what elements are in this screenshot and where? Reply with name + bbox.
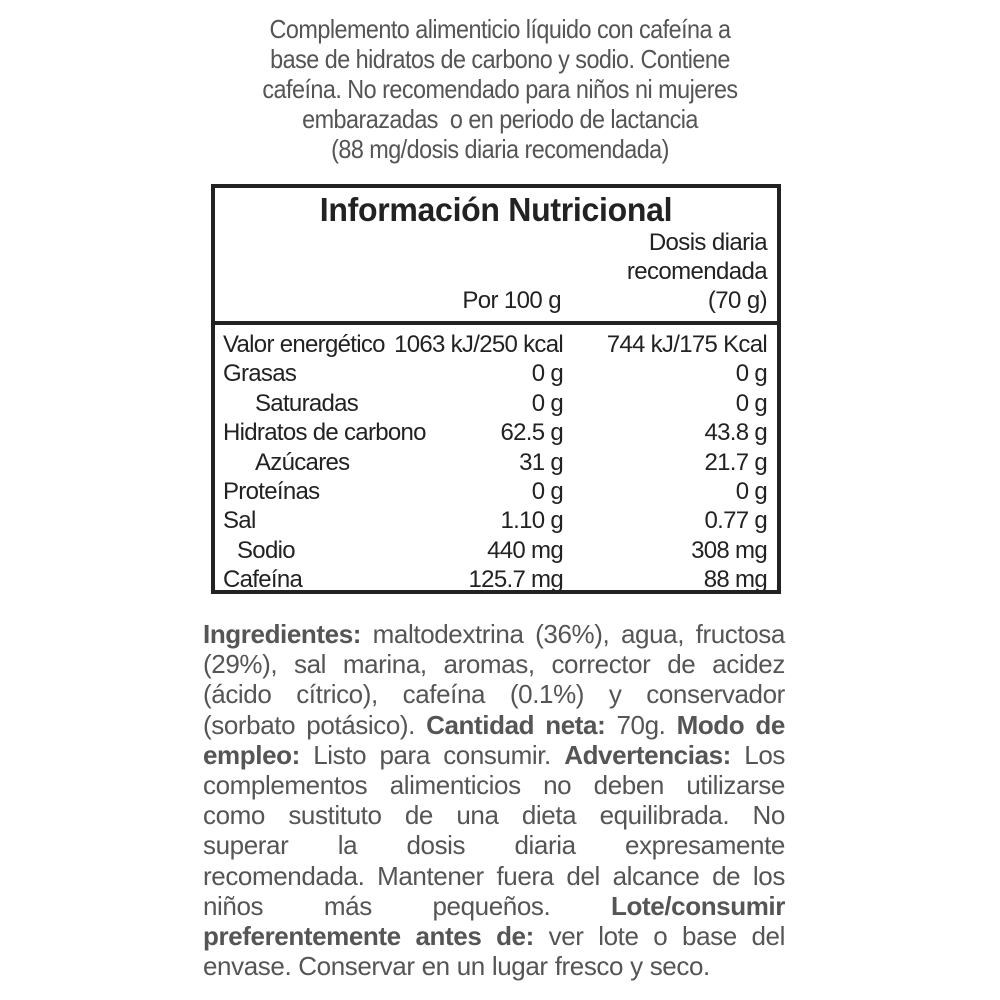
- ingredients-word: dosis: [406, 830, 466, 861]
- ingredients-word: una: [456, 800, 499, 831]
- value-daily-dose: 0.77 g: [704, 507, 767, 535]
- ingredients-word: cítrico),: [296, 679, 378, 710]
- ingredients-word: los: [752, 860, 785, 891]
- value-daily-dose: 43.8 g: [704, 419, 767, 447]
- ingredients-line: [203, 679, 785, 709]
- value-per-100g: 125.7 mg: [468, 566, 563, 594]
- ingredients-line: [203, 951, 785, 981]
- ingredients-word: Mantener: [377, 860, 484, 891]
- product-description: [221, 14, 779, 164]
- ingredients-word: diaria: [514, 830, 576, 861]
- ingredients-bold-word: Ingredientes:: [203, 619, 362, 649]
- value-per-100g: 0 g: [531, 477, 563, 505]
- ingredients-word: lote: [598, 920, 639, 951]
- ingredients-word: corrector: [551, 649, 651, 680]
- ingredients-word: sustituto: [288, 800, 382, 831]
- ingredients-line: [203, 619, 785, 649]
- value-daily-dose: 0 g: [735, 477, 767, 505]
- ingredients-word: niños: [203, 890, 264, 921]
- nutrient-name: Proteínas: [223, 477, 320, 505]
- ingredients-word: del: [751, 920, 785, 951]
- ingredients-word: agua,: [620, 619, 685, 649]
- ingredients-line: [203, 891, 785, 921]
- value-daily-dose: 744 kJ/175 Kcal: [606, 331, 767, 358]
- table-row-caffeine: [223, 565, 767, 594]
- ingredients-bold-word: preferentemente: [203, 920, 401, 951]
- ingredients-word: no: [543, 769, 572, 800]
- column-header-daily-dose-line: Dosis diaria: [648, 229, 767, 256]
- table-row-fats: [223, 359, 767, 388]
- ingredients-word: (ácido: [203, 679, 272, 710]
- ingredients-word: potásico).: [306, 709, 416, 740]
- ingredients-word: de: [404, 800, 433, 831]
- ingredients-word: y: [608, 679, 622, 710]
- nutrient-name: Saturadas: [255, 389, 359, 417]
- nutrient-name: Sodio: [237, 536, 295, 564]
- ingredients-line: [203, 770, 785, 800]
- ingredients-bold-word: empleo:: [203, 739, 300, 770]
- ingredients-line: [203, 800, 785, 830]
- ingredients-line: [203, 710, 785, 740]
- ingredients-word: acidez: [712, 649, 785, 680]
- header-divider: [215, 321, 777, 325]
- ingredients-word: deben: [593, 769, 664, 800]
- ingredients-word: pequeños.: [432, 890, 551, 921]
- ingredients-word: seco.: [649, 951, 710, 982]
- nutrient-name: Sal: [223, 507, 256, 535]
- ingredients-word: (sorbato: [203, 709, 296, 740]
- ingredients-word: de: [712, 860, 741, 891]
- nutrient-name: Grasas: [223, 360, 297, 388]
- ingredients-word: y: [630, 951, 643, 982]
- table-row-carbohydrates: [223, 418, 767, 447]
- table-row-proteins: [223, 477, 767, 506]
- ingredients-word: más: [323, 890, 372, 921]
- ingredients-word: Listo: [313, 739, 367, 770]
- ingredients-word: marina,: [342, 649, 427, 680]
- column-header-daily-dose: [627, 228, 767, 315]
- nutrient-name: Azúcares: [255, 448, 350, 476]
- ingredients-word: lugar: [491, 951, 548, 982]
- ingredients-word: (29%),: [203, 649, 278, 680]
- ingredients-word: Conservar: [298, 951, 415, 982]
- description-line: Complemento alimenticio líquido con cafeína a: [269, 14, 731, 44]
- ingredients-word: consumir.: [443, 739, 551, 770]
- ingredients-word: para: [379, 739, 430, 770]
- value-per-100g: 62.5 g: [500, 419, 563, 447]
- ingredients-word: (36%),: [535, 619, 610, 649]
- ingredients-word: (0.1%): [509, 679, 585, 710]
- ingredients-word: Los: [744, 739, 785, 770]
- table-row-sodium: [223, 536, 767, 565]
- ingredients-line: [203, 861, 785, 891]
- nutrient-name: Cafeína: [223, 566, 303, 594]
- ingredients-word: recomendada.: [203, 860, 365, 891]
- ingredients-word: ver: [548, 920, 584, 951]
- ingredients-word: del: [566, 860, 600, 891]
- nutrition-facts-table: [211, 184, 781, 594]
- ingredients-word: aromas,: [443, 649, 535, 680]
- table-row-energy: [223, 330, 767, 359]
- ingredients-paragraph: [203, 619, 785, 981]
- value-daily-dose: 0 g: [735, 389, 767, 417]
- ingredients-word: dieta: [521, 800, 577, 831]
- ingredients-word: utilizarse: [686, 769, 785, 800]
- ingredients-word: fresco: [554, 951, 624, 982]
- column-header-daily-dose-line: (70 g): [707, 287, 767, 314]
- ingredients-bold-word: de:: [496, 920, 534, 951]
- value-per-100g: 0 g: [531, 389, 563, 417]
- value-daily-dose: 0 g: [735, 360, 767, 388]
- ingredients-word: sal: [293, 649, 327, 680]
- value-per-100g: 1.10 g: [500, 507, 563, 535]
- ingredients-line: [203, 649, 785, 679]
- ingredients-word: como: [203, 800, 265, 831]
- ingredients-bold-word: de: [755, 709, 785, 740]
- table-row-sugars: [223, 448, 767, 477]
- description-line: embarazadas o en periodo de lactancia: [302, 104, 698, 134]
- value-daily-dose: 21.7 g: [704, 448, 767, 476]
- ingredients-word: fuera: [496, 860, 554, 891]
- ingredients-word: conservador: [646, 679, 785, 710]
- description-line: base de hidratos de carbono y sodio. Contiene: [270, 44, 730, 74]
- table-row-saturated: [223, 389, 767, 418]
- ingredients-bold-word: Lote/consumir: [611, 890, 785, 921]
- ingredients-bold-word: Advertencias:: [564, 739, 731, 770]
- ingredients-word: expresamente: [625, 830, 785, 861]
- table-row-salt: [223, 506, 767, 535]
- ingredients-line: [203, 740, 785, 770]
- ingredients-word: de: [667, 649, 696, 680]
- ingredients-bold-word: Cantidad: [426, 709, 535, 740]
- nutrient-name: Valor energético: [223, 331, 385, 358]
- ingredients-word: base: [682, 920, 737, 951]
- ingredients-word: cafeína: [402, 679, 486, 710]
- ingredients-bold-word: neta:: [545, 709, 606, 740]
- ingredients-word: envase.: [203, 951, 292, 982]
- ingredients-word: fructosa: [695, 619, 785, 649]
- column-header-per-100g: Por 100 g: [462, 287, 561, 314]
- ingredients-word: maltodextrina: [372, 619, 524, 649]
- ingredients-word: en: [421, 951, 450, 982]
- ingredients-word: alimenticios: [389, 769, 521, 800]
- ingredients-word: 70g.: [616, 709, 666, 740]
- value-per-100g: 31 g: [519, 448, 563, 476]
- value-daily-dose: 88 mg: [703, 566, 767, 594]
- ingredients-word: No: [752, 800, 785, 831]
- ingredients-word: la: [337, 830, 358, 861]
- column-header-daily-dose-line: recomendada: [626, 258, 767, 285]
- ingredients-word: superar: [203, 830, 289, 861]
- ingredients-line: [203, 921, 785, 951]
- nutrition-rows: [223, 330, 767, 595]
- ingredients-word: o: [653, 920, 668, 951]
- value-per-100g: 0 g: [531, 360, 563, 388]
- ingredients-word: complementos: [203, 769, 368, 800]
- description-line: (88 mg/dosis diaria recomendada): [331, 134, 669, 164]
- nutrition-table-title: Información Nutricional: [319, 191, 673, 228]
- ingredients-line: [203, 830, 785, 860]
- ingredients-bold-word: Modo: [676, 709, 745, 740]
- ingredients-word: alcance: [612, 860, 700, 891]
- description-line: cafeína. No recomendado para niños ni mujeres: [262, 74, 738, 104]
- nutrient-name: Hidratos de carbono: [223, 419, 426, 447]
- ingredients-bold-word: antes: [415, 920, 482, 951]
- value-per-100g: 440 mg: [487, 536, 563, 564]
- ingredients-word: equilibrada.: [599, 800, 730, 831]
- value-per-100g: 1063 kJ/250 kcal: [394, 331, 563, 358]
- value-daily-dose: 308 mg: [691, 536, 767, 564]
- ingredients-word: un: [456, 951, 485, 982]
